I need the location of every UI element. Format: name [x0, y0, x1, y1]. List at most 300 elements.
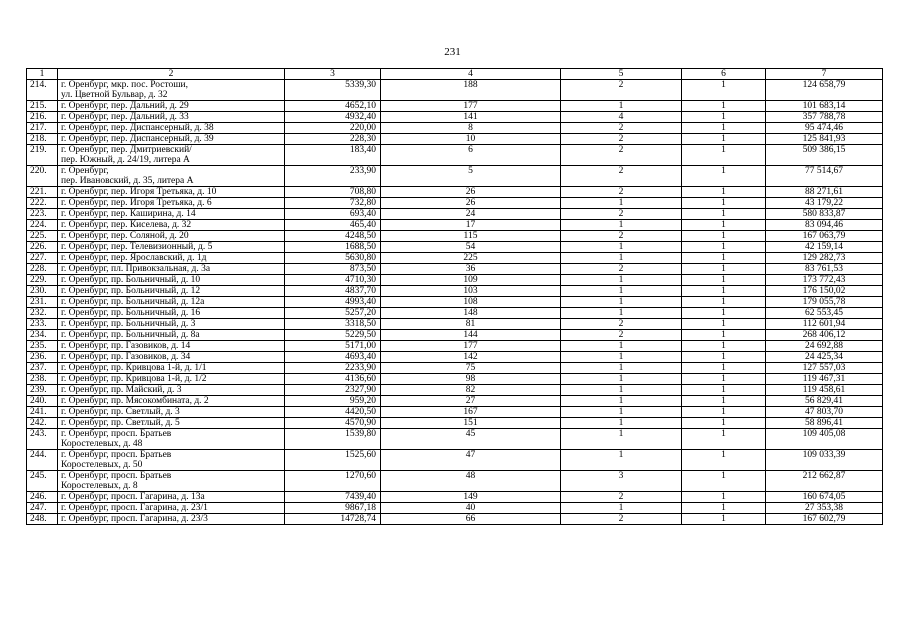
count-cell: 225	[381, 253, 561, 264]
col5-cell: 2	[561, 166, 682, 187]
col5-cell: 2	[561, 231, 682, 242]
address-cell	[58, 123, 285, 134]
col5-cell: 2	[561, 80, 682, 101]
sum-cell: 173 772,43	[766, 275, 883, 286]
col6-cell: 1	[682, 363, 766, 374]
sum-cell: 77 514,67	[766, 166, 883, 187]
count-cell: 177	[381, 341, 561, 352]
col5-cell: 1	[561, 429, 682, 450]
row-number: 235.	[27, 341, 58, 352]
sum-cell: 125 841,93	[766, 134, 883, 145]
table-row	[27, 308, 883, 319]
col6-cell: 1	[682, 319, 766, 330]
col5-cell: 4	[561, 112, 682, 123]
row-number: 218.	[27, 134, 58, 145]
col6-cell: 1	[682, 450, 766, 471]
sum-cell: 42 159,14	[766, 242, 883, 253]
address-line: г. Оренбург, пр. Газовиков, д. 14	[61, 341, 191, 351]
row-number: 220.	[27, 166, 58, 187]
housing-table	[26, 68, 883, 525]
col5-cell: 1	[561, 407, 682, 418]
address-line: г. Оренбург, просп. Гагарина, д. 23/1	[61, 503, 208, 513]
col6-cell: 1	[682, 198, 766, 209]
col5-cell: 2	[561, 319, 682, 330]
header-cell: 7	[766, 69, 883, 80]
row-number: 227.	[27, 253, 58, 264]
col6-cell: 1	[682, 209, 766, 220]
header-cell: 2	[58, 69, 285, 80]
col6-cell: 1	[682, 471, 766, 492]
address-cell	[58, 407, 285, 418]
table-row	[27, 187, 883, 198]
col6-cell: 1	[682, 297, 766, 308]
col5-cell: 1	[561, 297, 682, 308]
count-cell: 148	[381, 308, 561, 319]
address-cell	[58, 363, 285, 374]
address-line: г. Оренбург, пер. Диспансерный, д. 39	[61, 134, 214, 144]
address-line: г. Оренбург, просп. Гагарина, д. 13а	[61, 492, 205, 502]
table-row	[27, 319, 883, 330]
count-cell: 82	[381, 385, 561, 396]
count-cell: 6	[381, 145, 561, 166]
col6-cell: 1	[682, 503, 766, 514]
table-row	[27, 275, 883, 286]
address-line: г. Оренбург, пр. Светлый, д. 3	[61, 407, 180, 417]
address-line: г. Оренбург, пер. Дмитриевский/	[61, 145, 192, 155]
sum-cell: 129 282,73	[766, 253, 883, 264]
count-cell: 26	[381, 198, 561, 209]
col5-cell: 2	[561, 264, 682, 275]
row-number: 225.	[27, 231, 58, 242]
col5-cell: 1	[561, 396, 682, 407]
sum-cell: 119 458,61	[766, 385, 883, 396]
address-line: г. Оренбург, пер. Ярославский, д. 1д	[61, 253, 207, 263]
address-line: г. Оренбург, пер. Игоря Третьяка, д. 10	[61, 187, 217, 197]
col6-cell: 1	[682, 330, 766, 341]
address-cell	[58, 242, 285, 253]
col6-cell: 1	[682, 145, 766, 166]
col6-cell: 1	[682, 134, 766, 145]
sum-cell: 56 829,41	[766, 396, 883, 407]
row-number: 236.	[27, 352, 58, 363]
area-cell: 233,90	[285, 166, 381, 187]
address-line: г. Оренбург, пр. Больничный, д. 12	[61, 286, 201, 296]
area-cell: 220,00	[285, 123, 381, 134]
sum-cell: 124 658,79	[766, 80, 883, 101]
address-line: г. Оренбург, пер. Дальний, д. 29	[61, 101, 189, 111]
sum-cell: 112 601,94	[766, 319, 883, 330]
sum-cell: 83 094,46	[766, 220, 883, 231]
col6-cell: 1	[682, 80, 766, 101]
table-row	[27, 286, 883, 297]
sum-cell: 167 063,79	[766, 231, 883, 242]
area-cell: 4993,40	[285, 297, 381, 308]
area-cell: 4932,40	[285, 112, 381, 123]
row-number: 238.	[27, 374, 58, 385]
address-line: г. Оренбург, пр. Больничный, д. 10	[61, 275, 201, 285]
count-cell: 141	[381, 112, 561, 123]
address-cell	[58, 264, 285, 275]
table-body	[27, 80, 883, 525]
count-cell: 45	[381, 429, 561, 450]
address-line: г. Оренбург, мкр. пос. Ростоши,	[61, 80, 188, 90]
address-line: г. Оренбург, пр. Мясокомбината, д. 2	[61, 396, 209, 406]
address-line: г. Оренбург, пер. Каширина, д. 14	[61, 209, 196, 219]
address-cell	[58, 231, 285, 242]
row-number: 244.	[27, 450, 58, 471]
row-number: 234.	[27, 330, 58, 341]
area-cell: 5257,20	[285, 308, 381, 319]
table-row	[27, 363, 883, 374]
col5-cell: 1	[561, 253, 682, 264]
sum-cell: 119 467,31	[766, 374, 883, 385]
col5-cell: 1	[561, 385, 682, 396]
address-cell	[58, 101, 285, 112]
table-row	[27, 209, 883, 220]
count-cell: 40	[381, 503, 561, 514]
row-number: 219.	[27, 145, 58, 166]
address-line: г. Оренбург, пр. Больничный, д. 12а	[61, 297, 205, 307]
sum-cell: 95 474,46	[766, 123, 883, 134]
sum-cell: 43 179,22	[766, 198, 883, 209]
table-row	[27, 231, 883, 242]
col5-cell: 1	[561, 341, 682, 352]
count-cell: 98	[381, 374, 561, 385]
col6-cell: 1	[682, 264, 766, 275]
area-cell: 2327,90	[285, 385, 381, 396]
page-number: 231	[444, 46, 461, 58]
count-cell: 177	[381, 101, 561, 112]
area-cell: 708,80	[285, 187, 381, 198]
col6-cell: 1	[682, 407, 766, 418]
table-row	[27, 253, 883, 264]
address-line: г. Оренбург,	[61, 166, 109, 176]
col5-cell: 1	[561, 450, 682, 471]
col6-cell: 1	[682, 166, 766, 187]
sum-cell: 212 662,87	[766, 471, 883, 492]
sum-cell: 58 896,41	[766, 418, 883, 429]
table-row	[27, 264, 883, 275]
col6-cell: 1	[682, 385, 766, 396]
count-cell: 47	[381, 450, 561, 471]
table-row	[27, 407, 883, 418]
address-cell	[58, 514, 285, 525]
count-cell: 144	[381, 330, 561, 341]
sum-cell: 179 055,78	[766, 297, 883, 308]
address-cell	[58, 220, 285, 231]
row-number: 214.	[27, 80, 58, 101]
row-number: 248.	[27, 514, 58, 525]
address-cell	[58, 330, 285, 341]
address-line: ул. Цветной Бульвар, д. 32	[61, 90, 168, 100]
header-cell: 6	[682, 69, 766, 80]
row-number: 246.	[27, 492, 58, 503]
address-cell	[58, 396, 285, 407]
sum-cell: 109 405,08	[766, 429, 883, 450]
col6-cell: 1	[682, 187, 766, 198]
address-line: пер. Ивановский, д. 35, литера А	[61, 176, 194, 186]
area-cell: 2233,90	[285, 363, 381, 374]
table-row	[27, 385, 883, 396]
row-number: 222.	[27, 198, 58, 209]
col5-cell: 1	[561, 503, 682, 514]
count-cell: 66	[381, 514, 561, 525]
address-line: г. Оренбург, пер. Диспансерный, д. 38	[61, 123, 214, 133]
sum-cell: 101 683,14	[766, 101, 883, 112]
table-row	[27, 134, 883, 145]
row-number: 233.	[27, 319, 58, 330]
col6-cell: 1	[682, 374, 766, 385]
sum-cell: 580 833,87	[766, 209, 883, 220]
col6-cell: 1	[682, 231, 766, 242]
col6-cell: 1	[682, 352, 766, 363]
table-row	[27, 471, 883, 492]
address-line: г. Оренбург, пр. Больничный, д. 8а	[61, 330, 200, 340]
col6-cell: 1	[682, 253, 766, 264]
area-cell: 1270,60	[285, 471, 381, 492]
address-line: г. Оренбург, просп. Братьев	[61, 450, 172, 460]
sum-cell: 62 553,45	[766, 308, 883, 319]
table-row	[27, 341, 883, 352]
row-number: 231.	[27, 297, 58, 308]
address-cell	[58, 80, 285, 101]
table-row	[27, 145, 883, 166]
address-cell	[58, 297, 285, 308]
area-cell: 4248,50	[285, 231, 381, 242]
row-number: 216.	[27, 112, 58, 123]
count-cell: 26	[381, 187, 561, 198]
address-cell	[58, 308, 285, 319]
col5-cell: 1	[561, 286, 682, 297]
col6-cell: 1	[682, 286, 766, 297]
col6-cell: 1	[682, 101, 766, 112]
sum-cell: 176 150,02	[766, 286, 883, 297]
col5-cell: 1	[561, 374, 682, 385]
count-cell: 115	[381, 231, 561, 242]
row-number: 224.	[27, 220, 58, 231]
header-cell: 1	[27, 69, 58, 80]
count-cell: 27	[381, 396, 561, 407]
address-cell	[58, 275, 285, 286]
col6-cell: 1	[682, 242, 766, 253]
row-number: 237.	[27, 363, 58, 374]
col6-cell: 1	[682, 112, 766, 123]
sum-cell: 109 033,39	[766, 450, 883, 471]
area-cell: 9867,18	[285, 503, 381, 514]
col6-cell: 1	[682, 341, 766, 352]
address-cell	[58, 450, 285, 471]
sum-cell: 47 803,70	[766, 407, 883, 418]
col5-cell: 1	[561, 242, 682, 253]
table-row	[27, 220, 883, 231]
col5-cell: 2	[561, 492, 682, 503]
address-cell	[58, 253, 285, 264]
table-row	[27, 112, 883, 123]
count-cell: 81	[381, 319, 561, 330]
area-cell: 4136,60	[285, 374, 381, 385]
sum-cell: 268 406,12	[766, 330, 883, 341]
area-cell: 5229,50	[285, 330, 381, 341]
address-line: г. Оренбург, просп. Братьев	[61, 429, 172, 439]
area-cell: 959,20	[285, 396, 381, 407]
area-cell: 3318,50	[285, 319, 381, 330]
area-cell: 732,80	[285, 198, 381, 209]
area-cell: 693,40	[285, 209, 381, 220]
address-line: г. Оренбург, пер. Игоря Третьяка, д. 6	[61, 198, 212, 208]
row-number: 239.	[27, 385, 58, 396]
row-number: 226.	[27, 242, 58, 253]
count-cell: 167	[381, 407, 561, 418]
address-cell	[58, 374, 285, 385]
area-cell: 4652,10	[285, 101, 381, 112]
address-cell	[58, 145, 285, 166]
address-cell	[58, 341, 285, 352]
sum-cell: 357 788,78	[766, 112, 883, 123]
address-cell	[58, 319, 285, 330]
area-cell: 5171,00	[285, 341, 381, 352]
address-cell	[58, 286, 285, 297]
area-cell: 7439,40	[285, 492, 381, 503]
row-number: 247.	[27, 503, 58, 514]
header-cell: 4	[381, 69, 561, 80]
address-line: г. Оренбург, пр. Больничный, д. 16	[61, 308, 201, 318]
area-cell: 1688,50	[285, 242, 381, 253]
address-cell	[58, 352, 285, 363]
col6-cell: 1	[682, 308, 766, 319]
address-line: г. Оренбург, пр. Газовиков, д. 34	[61, 352, 191, 362]
table-row	[27, 503, 883, 514]
count-cell: 5	[381, 166, 561, 187]
table-row	[27, 352, 883, 363]
col5-cell: 1	[561, 198, 682, 209]
address-cell	[58, 492, 285, 503]
row-number: 215.	[27, 101, 58, 112]
row-number: 232.	[27, 308, 58, 319]
table-row	[27, 166, 883, 187]
col5-cell: 3	[561, 471, 682, 492]
col6-cell: 1	[682, 492, 766, 503]
col5-cell: 2	[561, 209, 682, 220]
row-number: 240.	[27, 396, 58, 407]
count-cell: 103	[381, 286, 561, 297]
address-cell	[58, 503, 285, 514]
address-line: г. Оренбург, пер. Дальний, д. 33	[61, 112, 189, 122]
count-cell: 48	[381, 471, 561, 492]
area-cell: 873,50	[285, 264, 381, 275]
col5-cell: 1	[561, 101, 682, 112]
area-cell: 4570,90	[285, 418, 381, 429]
address-line: г. Оренбург, пр. Больничный, д. 3	[61, 319, 196, 329]
col5-cell: 1	[561, 352, 682, 363]
col5-cell: 2	[561, 187, 682, 198]
col6-cell: 1	[682, 514, 766, 525]
area-cell: 4693,40	[285, 352, 381, 363]
header-cell: 5	[561, 69, 682, 80]
row-number: 230.	[27, 286, 58, 297]
col5-cell: 2	[561, 145, 682, 166]
sum-cell: 27 353,38	[766, 503, 883, 514]
col6-cell: 1	[682, 396, 766, 407]
sum-cell: 24 425,34	[766, 352, 883, 363]
col5-cell: 1	[561, 363, 682, 374]
area-cell: 5339,30	[285, 80, 381, 101]
sum-cell: 167 602,79	[766, 514, 883, 525]
area-cell: 228,30	[285, 134, 381, 145]
col5-cell: 2	[561, 514, 682, 525]
table-row	[27, 242, 883, 253]
address-line: г. Оренбург, просп. Гагарина, д. 23/3	[61, 514, 208, 524]
table-row	[27, 418, 883, 429]
address-line: Коростелевых, д. 48	[61, 439, 143, 449]
col5-cell: 1	[561, 418, 682, 429]
address-line: г. Оренбург, пл. Привокзальная, д. 3а	[61, 264, 211, 274]
address-line: г. Оренбург, пер. Соляной, д. 20	[61, 231, 189, 241]
col5-cell: 2	[561, 134, 682, 145]
table-row	[27, 101, 883, 112]
table-row	[27, 396, 883, 407]
col5-cell: 1	[561, 275, 682, 286]
count-cell: 109	[381, 275, 561, 286]
area-cell: 1525,60	[285, 450, 381, 471]
table-row	[27, 450, 883, 471]
col6-cell: 1	[682, 123, 766, 134]
address-cell	[58, 198, 285, 209]
address-line: пер. Южный, д. 24/19, литера А	[61, 155, 190, 165]
address-cell	[58, 166, 285, 187]
address-line: г. Оренбург, просп. Братьев	[61, 471, 172, 481]
table-row	[27, 429, 883, 450]
header-row	[27, 69, 883, 80]
row-number: 241.	[27, 407, 58, 418]
address-line: Коростелевых, д. 50	[61, 460, 143, 470]
address-line: г. Оренбург, пр. Кривцова 1-й, д. 1/1	[61, 363, 207, 373]
address-line: г. Оренбург, пр. Кривцова 1-й, д. 1/2	[61, 374, 207, 384]
address-line: г. Оренбург, пр. Светлый, д. 5	[61, 418, 180, 428]
header-cell: 3	[285, 69, 381, 80]
col5-cell: 1	[561, 220, 682, 231]
area-cell: 183,40	[285, 145, 381, 166]
row-number: 217.	[27, 123, 58, 134]
area-cell: 4837,70	[285, 286, 381, 297]
area-cell: 14728,74	[285, 514, 381, 525]
col5-cell: 2	[561, 123, 682, 134]
count-cell: 8	[381, 123, 561, 134]
count-cell: 108	[381, 297, 561, 308]
area-cell: 1539,80	[285, 429, 381, 450]
address-line: Коростелевых, д. 8	[61, 481, 138, 491]
table-row	[27, 123, 883, 134]
area-cell: 4710,30	[285, 275, 381, 286]
count-cell: 151	[381, 418, 561, 429]
sum-cell: 83 761,53	[766, 264, 883, 275]
row-number: 221.	[27, 187, 58, 198]
address-cell	[58, 112, 285, 123]
area-cell: 5630,80	[285, 253, 381, 264]
address-cell	[58, 418, 285, 429]
table-row	[27, 330, 883, 341]
row-number: 243.	[27, 429, 58, 450]
sum-cell: 509 386,15	[766, 145, 883, 166]
address-cell	[58, 209, 285, 220]
area-cell: 465,40	[285, 220, 381, 231]
count-cell: 75	[381, 363, 561, 374]
col6-cell: 1	[682, 275, 766, 286]
address-cell	[58, 134, 285, 145]
address-cell	[58, 385, 285, 396]
count-cell: 188	[381, 80, 561, 101]
address-line: г. Оренбург, пер. Телевизионный, д. 5	[61, 242, 213, 252]
count-cell: 142	[381, 352, 561, 363]
